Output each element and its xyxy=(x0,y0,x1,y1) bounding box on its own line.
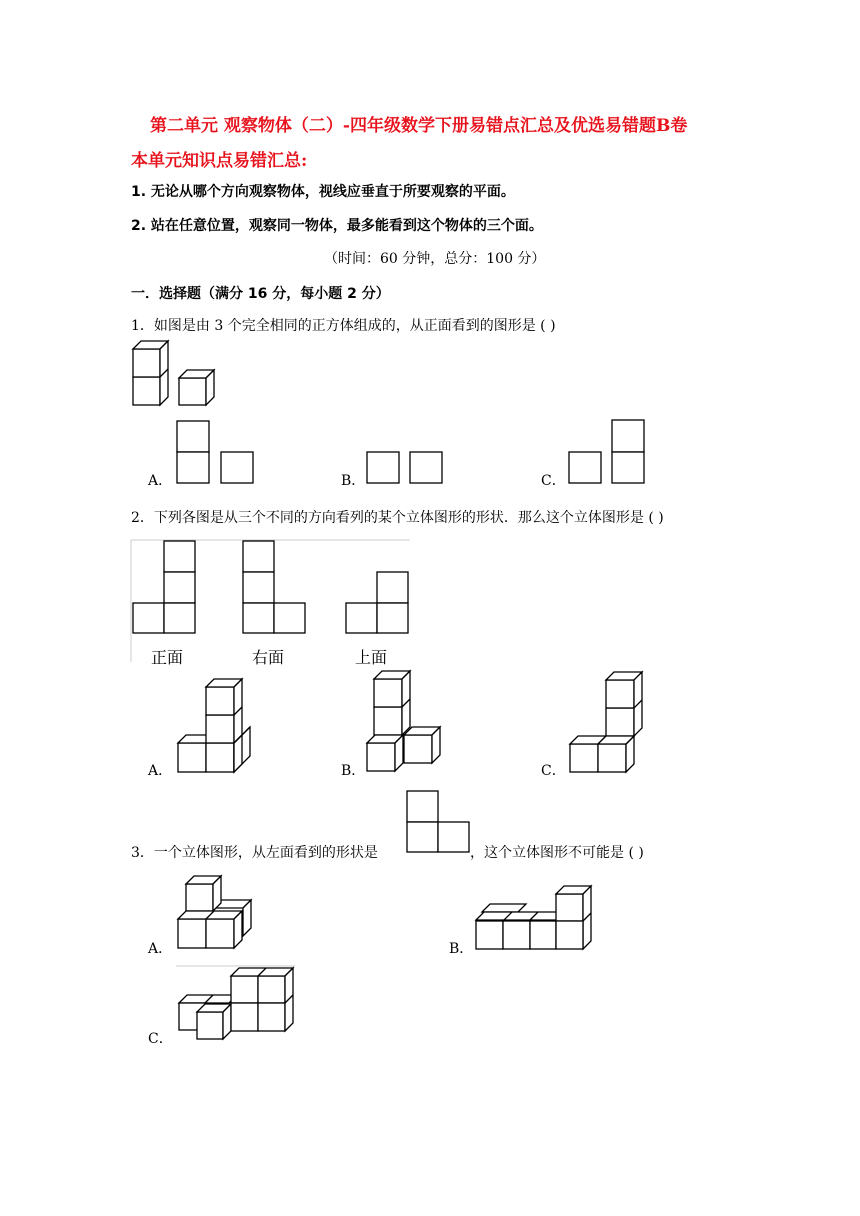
q2-option-a-label[interactable]: A． xyxy=(148,763,173,779)
q2-option-b-figure[interactable] xyxy=(365,670,445,775)
q3-option-a-label[interactable]: A． xyxy=(148,941,173,957)
q3-option-b-label[interactable]: B． xyxy=(449,941,474,957)
q1-solid-figure xyxy=(128,340,223,410)
q3-option-c-figure[interactable] xyxy=(175,965,300,1043)
q1-option-b-figure[interactable] xyxy=(366,451,446,486)
question-1-text: 1．如图是由 3 个完全相同的正方体组成的，从正面看到的图形是 ( ) xyxy=(131,318,556,334)
q3-option-b-figure[interactable] xyxy=(474,882,596,952)
knowledge-point-2: 2. 站在任意位置，观察同一物体，最多能看到这个物体的三个面。 xyxy=(131,218,543,234)
q1-option-c-label[interactable]: C． xyxy=(541,473,566,489)
question-3-text-after: ，这个立体图形不可能是 ( ) xyxy=(470,845,644,861)
section-title: 一．选择题（满分 16 分，每小题 2 分） xyxy=(131,286,390,302)
q3-option-a-figure[interactable] xyxy=(176,872,256,952)
q2-option-c-figure[interactable] xyxy=(568,670,648,775)
question-3-text-before: 3．一个立体图形，从左面看到的形状是 xyxy=(131,845,378,861)
document-title: 第二单元 观察物体（二）-四年级数学下册易错点汇总及优选易错题B卷 xyxy=(150,116,688,136)
q1-option-c-figure[interactable] xyxy=(567,419,649,485)
summary-heading: 本单元知识点易错汇总: xyxy=(131,151,308,171)
front-view-label: 正面 xyxy=(151,648,184,667)
q3-option-c-label[interactable]: C． xyxy=(148,1031,173,1047)
question-2-text: 2．下列各图是从三个不同的方向看列的某个立体图形的形状．那么这个立体图形是 ( ) xyxy=(131,510,664,526)
q3-left-view-figure xyxy=(405,789,473,855)
knowledge-point-1: 1. 无论从哪个方向观察物体，视线应垂直于所要观察的平面。 xyxy=(131,184,515,200)
q1-option-b-label[interactable]: B． xyxy=(341,473,366,489)
q2-option-c-label[interactable]: C． xyxy=(541,763,566,779)
q2-option-a-figure[interactable] xyxy=(176,680,256,775)
q1-option-a-figure[interactable] xyxy=(176,420,256,485)
q2-option-b-label[interactable]: B． xyxy=(341,763,366,779)
time-info: （时间：60 分钟，总分：100 分） xyxy=(324,251,546,267)
top-view-label: 上面 xyxy=(355,648,388,667)
right-view-label: 右面 xyxy=(252,648,285,667)
q1-option-a-label[interactable]: A． xyxy=(148,473,173,489)
